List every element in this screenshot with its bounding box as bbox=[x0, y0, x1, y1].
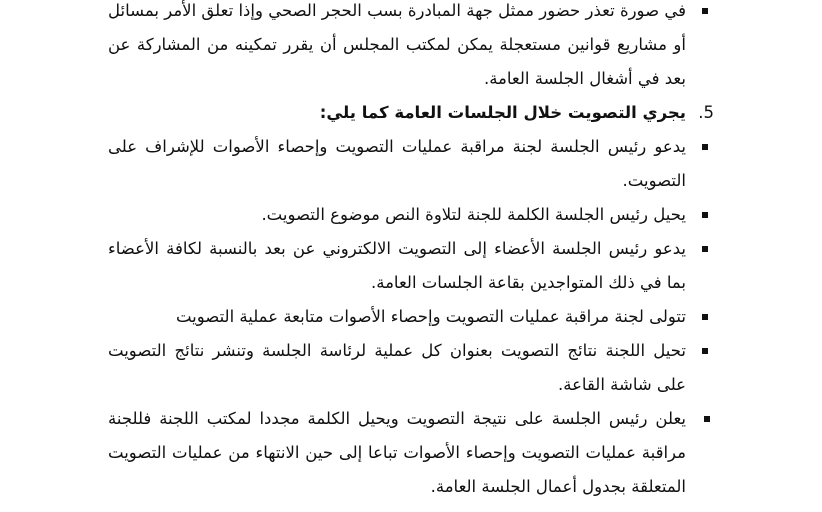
list-item-text: في صورة تعذر حضور ممثل جهة المبادرة بسب الحجر الصحي وإذا تعلق الأمر بمسائل أو مشاريع قوانين مستعجلة يمكن لمكتب المجلس أن يقرر تمكينه من المشاركة عن بعد في أشغال الجلسة العامة. bbox=[108, 1, 686, 88]
list-item-text: يعلن رئيس الجلسة على نتيجة التصويت ويحيل الكلمة مجددا لمكتب اللجنة فللجنة مراقبة عمليات التصويت وإحصاء الأصوات تباعا إلى حين الانتهاء من عمليات التصويت المتعلقة بجدول أعمال الجلسة العامة. bbox=[108, 409, 686, 496]
list-item bbox=[0, 232, 822, 300]
list-item bbox=[0, 130, 822, 198]
numbered-heading bbox=[0, 96, 822, 130]
list-item-text: يدعو رئيس الجلسة الأعضاء إلى التصويت الالكتروني عن بعد بالنسبة لكافة الأعضاء بما في ذلك المتواجدين بقاعة الجلسات العامة. bbox=[108, 239, 686, 292]
list-item bbox=[0, 402, 822, 504]
list-item bbox=[0, 0, 822, 96]
bullet-square-icon bbox=[702, 8, 708, 14]
list-item-text: يحيل رئيس الجلسة الكلمة للجنة لتلاوة النص موضوع التصويت. bbox=[261, 205, 686, 224]
bullet-square-icon bbox=[702, 144, 708, 150]
bullet-square-icon bbox=[702, 212, 708, 218]
bullet-square-icon bbox=[704, 416, 710, 422]
bullet-square-icon bbox=[702, 348, 708, 354]
list-item bbox=[0, 198, 822, 232]
list-item-text: تتولى لجنة مراقبة عمليات التصويت وإحصاء الأصوات متابعة عملية التصويت bbox=[175, 307, 686, 326]
list-item-text: يدعو رئيس الجلسة لجنة مراقبة عمليات التصويت وإحصاء الأصوات للإشراف على التصويت. bbox=[108, 137, 686, 190]
list-item bbox=[0, 334, 822, 402]
section-heading: يجري التصويت خلال الجلسات العامة كما يلي: bbox=[319, 103, 686, 122]
bullet-square-icon bbox=[702, 314, 708, 320]
bullet-square-icon bbox=[702, 246, 708, 252]
section-number: 5. bbox=[698, 103, 714, 122]
list-item-text: تحيل اللجنة نتائج التصويت بعنوان كل عملية لرئاسة الجلسة وتنشر نتائج التصويت على شاشة القاعة. bbox=[108, 341, 686, 394]
list-item bbox=[0, 300, 822, 334]
